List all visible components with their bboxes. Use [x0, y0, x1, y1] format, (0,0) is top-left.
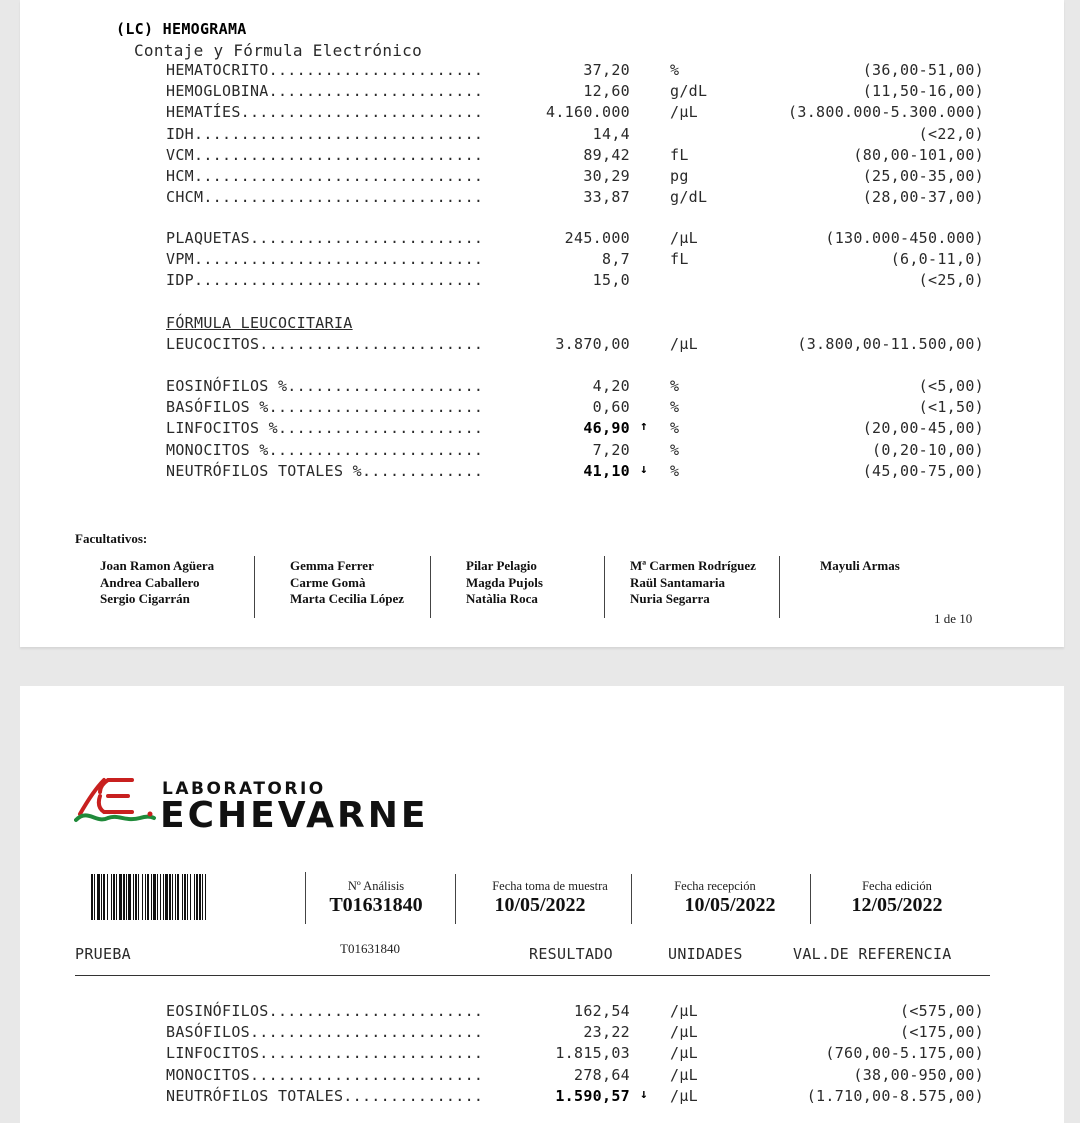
result-row — [20, 229, 1064, 249]
reference-range: (1.710,00-8.575,00) — [806, 1086, 984, 1105]
unit: % — [670, 419, 680, 438]
test-name: HEMATÍES.......................... — [166, 103, 484, 122]
test-name: BASÓFILOS %....................... — [166, 398, 484, 417]
recepcion-label: Fecha recepción — [674, 879, 756, 893]
reference-range: (28,00-37,00) — [862, 188, 984, 207]
edicion-value: 12/05/2022 — [851, 894, 943, 916]
result-row — [20, 419, 1064, 439]
reference-range: (<175,00) — [900, 1023, 984, 1042]
result-row — [20, 82, 1064, 102]
divider — [254, 556, 255, 618]
test-name: LEUCOCITOS........................ — [166, 335, 484, 353]
reference-range: (20,00-45,00) — [862, 419, 984, 438]
result-value: 3.870,00 — [555, 335, 630, 353]
doctor-name: Mª Carmen Rodríguez — [630, 558, 756, 573]
reference-range: (38,00-950,00) — [853, 1065, 984, 1084]
divider — [305, 872, 306, 924]
result-value: 245.000 — [564, 229, 630, 247]
test-name: VPM............................... — [166, 250, 484, 269]
test-name: NEUTRÓFILOS TOTALES............... — [166, 1086, 484, 1105]
test-name: IDP............................... — [166, 271, 484, 290]
reference-range: (3.800.000-5.300.000) — [788, 103, 984, 122]
result-row — [20, 61, 1064, 81]
unit: % — [670, 461, 680, 480]
unit: /µL — [670, 1044, 698, 1063]
result-row — [20, 146, 1064, 166]
doctor-name: Sergio Cigarrán — [100, 591, 190, 606]
reference-range: (<5,00) — [918, 377, 984, 395]
reference-range: (25,00-35,00) — [862, 167, 984, 185]
test-name: EOSINÓFILOS %..................... — [166, 377, 484, 395]
reference-range: (<1,50) — [918, 398, 984, 417]
result-row — [20, 188, 1064, 208]
result-row — [20, 398, 1064, 418]
unit: % — [670, 398, 680, 417]
test-name: MONOCITOS......................... — [166, 1065, 484, 1084]
report-page-1 — [20, 0, 1064, 647]
facultativos-col-4 — [630, 558, 756, 608]
col-resultado: RESULTADO — [529, 945, 613, 963]
result-value: 1.590,57 — [555, 1086, 630, 1105]
test-name: VCM............................... — [166, 145, 484, 164]
page-number: 1 de 10 — [934, 611, 973, 626]
edicion-label: Fecha edición — [862, 879, 932, 893]
reference-range: (<25,0) — [918, 271, 984, 290]
unit: /µL — [670, 229, 698, 247]
result-value: 12,60 — [583, 82, 630, 101]
facultativos-col-1 — [100, 558, 214, 608]
flag-indicator: ↓ — [640, 1086, 649, 1102]
reference-range: (<575,00) — [900, 1002, 984, 1020]
reference-range: (11,50-16,00) — [862, 82, 984, 101]
unit: /µL — [670, 103, 698, 122]
header-rule — [75, 975, 990, 976]
result-row — [20, 1087, 1064, 1107]
logo-main-text: ECHEVARNE — [160, 795, 429, 836]
result-value: 162,54 — [574, 1002, 630, 1020]
reference-range: (6,0-11,0) — [890, 250, 984, 269]
formula-title: FÓRMULA LEUCOCITARIA — [166, 314, 353, 332]
result-row — [20, 377, 1064, 397]
result-value: 4,20 — [592, 377, 630, 395]
report-page-2 — [20, 686, 1064, 1123]
unit: /µL — [670, 1002, 698, 1020]
col-referencia: VAL.DE REFERENCIA — [793, 945, 952, 963]
unit: g/dL — [670, 82, 708, 101]
result-row — [20, 1023, 1064, 1043]
unit: /µL — [670, 335, 698, 353]
result-row — [20, 335, 1064, 355]
result-row — [20, 462, 1064, 482]
result-value: 7,20 — [592, 440, 630, 459]
unit: pg — [670, 167, 689, 185]
doctor-name: Raül Santamaria — [630, 574, 725, 590]
result-row — [20, 167, 1064, 187]
result-value: 33,87 — [583, 188, 630, 207]
reference-range: (0,20-10,00) — [872, 440, 984, 459]
result-row — [20, 1066, 1064, 1086]
unit: % — [670, 440, 680, 459]
doctor-name: Gemma Ferrer — [290, 558, 374, 573]
toma-value: 10/05/2022 — [494, 894, 586, 916]
result-value: 89,42 — [583, 145, 630, 164]
result-value: 1.815,03 — [555, 1044, 630, 1063]
result-row — [20, 125, 1064, 145]
unit: g/dL — [670, 188, 708, 207]
doctor-name: Magda Pujols — [466, 574, 543, 590]
test-name: PLAQUETAS......................... — [166, 229, 484, 247]
doctor-name: Carme Gomà — [290, 574, 366, 590]
test-name: BASÓFILOS......................... — [166, 1023, 484, 1042]
result-row — [20, 250, 1064, 270]
analisis-label: Nº Análisis — [347, 879, 405, 893]
col-unidades: UNIDADES — [668, 945, 743, 963]
test-name: NEUTRÓFILOS TOTALES %............. — [166, 461, 484, 480]
barcode-icon — [91, 874, 283, 920]
result-value: 37,20 — [583, 61, 630, 79]
reference-range: (36,00-51,00) — [862, 61, 984, 79]
unit: /µL — [670, 1086, 698, 1105]
flag-indicator: ↓ — [640, 461, 649, 477]
doctor-name: Nuria Segarra — [630, 591, 710, 606]
result-row — [20, 103, 1064, 123]
result-value: 4.160.000 — [546, 103, 630, 122]
divider — [604, 556, 605, 618]
test-name: LINFOCITOS........................ — [166, 1044, 484, 1063]
reference-range: (80,00-101,00) — [853, 145, 984, 164]
result-value: 8,7 — [602, 250, 630, 269]
flag-indicator: ↑ — [640, 419, 649, 435]
unit: /µL — [670, 1065, 698, 1084]
divider — [631, 874, 632, 924]
doctor-name: Mayuli Armas — [820, 558, 900, 573]
unit: fL — [670, 145, 689, 164]
result-row — [20, 1044, 1064, 1064]
reference-range: (130.000-450.000) — [825, 229, 984, 247]
recepcion-value: 10/05/2022 — [684, 894, 776, 916]
divider — [810, 874, 811, 924]
divider — [455, 874, 456, 924]
result-value: 14,4 — [592, 124, 630, 143]
analisis-value: T01631840 — [329, 894, 423, 916]
result-value: 15,0 — [592, 271, 630, 290]
doctor-name: Marta Cecilia López — [290, 591, 405, 606]
col-prueba: PRUEBA — [75, 945, 131, 963]
test-name: CHCM.............................. — [166, 188, 484, 207]
test-name: MONOCITOS %....................... — [166, 440, 484, 459]
facultativos-col-3 — [466, 558, 543, 608]
result-value: 46,90 — [583, 419, 630, 438]
result-row — [20, 441, 1064, 461]
test-name: LINFOCITOS %...................... — [166, 419, 484, 438]
divider — [779, 556, 780, 618]
test-name: HCM............................... — [166, 167, 484, 185]
barcode-text: T01631840 — [340, 941, 400, 956]
result-value: 278,64 — [574, 1065, 630, 1084]
unit: fL — [670, 250, 689, 269]
result-value: 30,29 — [583, 167, 630, 185]
result-value: 41,10 — [583, 461, 630, 480]
reference-range: (<22,0) — [918, 124, 984, 143]
unit: /µL — [670, 1023, 698, 1042]
toma-label: Fecha toma de muestra — [492, 879, 608, 893]
test-name: IDH............................... — [166, 124, 484, 143]
section-title: (LC) HEMOGRAMA — [116, 20, 247, 38]
reference-range: (45,00-75,00) — [862, 461, 984, 480]
laboratory-logo-icon — [74, 774, 174, 832]
facultativos-label: Facultativos: — [75, 531, 148, 546]
result-row — [20, 271, 1064, 291]
facultativos-col-5 — [820, 558, 900, 575]
result-value: 0,60 — [592, 398, 630, 417]
doctor-name: Natàlia Roca — [466, 591, 538, 606]
unit: % — [670, 61, 680, 79]
facultativos-col-2 — [290, 558, 404, 608]
logo-top-text: LABORATORIO — [162, 779, 326, 799]
section-subtitle: Contaje y Fórmula Electrónico — [134, 41, 423, 60]
reference-range: (760,00-5.175,00) — [825, 1044, 984, 1063]
doctor-name: Joan Ramon Agüera — [100, 558, 215, 573]
unit: % — [670, 377, 680, 395]
doctor-name: Pilar Pelagio — [466, 558, 537, 573]
test-name: HEMOGLOBINA....................... — [166, 82, 484, 101]
test-name: HEMATOCRITO....................... — [166, 61, 484, 79]
doctor-name: Andrea Caballero — [100, 574, 200, 590]
divider — [430, 556, 431, 618]
test-name: EOSINÓFILOS....................... — [166, 1002, 484, 1020]
reference-range: (3.800,00-11.500,00) — [797, 335, 984, 353]
result-row — [20, 1002, 1064, 1022]
result-value: 23,22 — [583, 1023, 630, 1042]
